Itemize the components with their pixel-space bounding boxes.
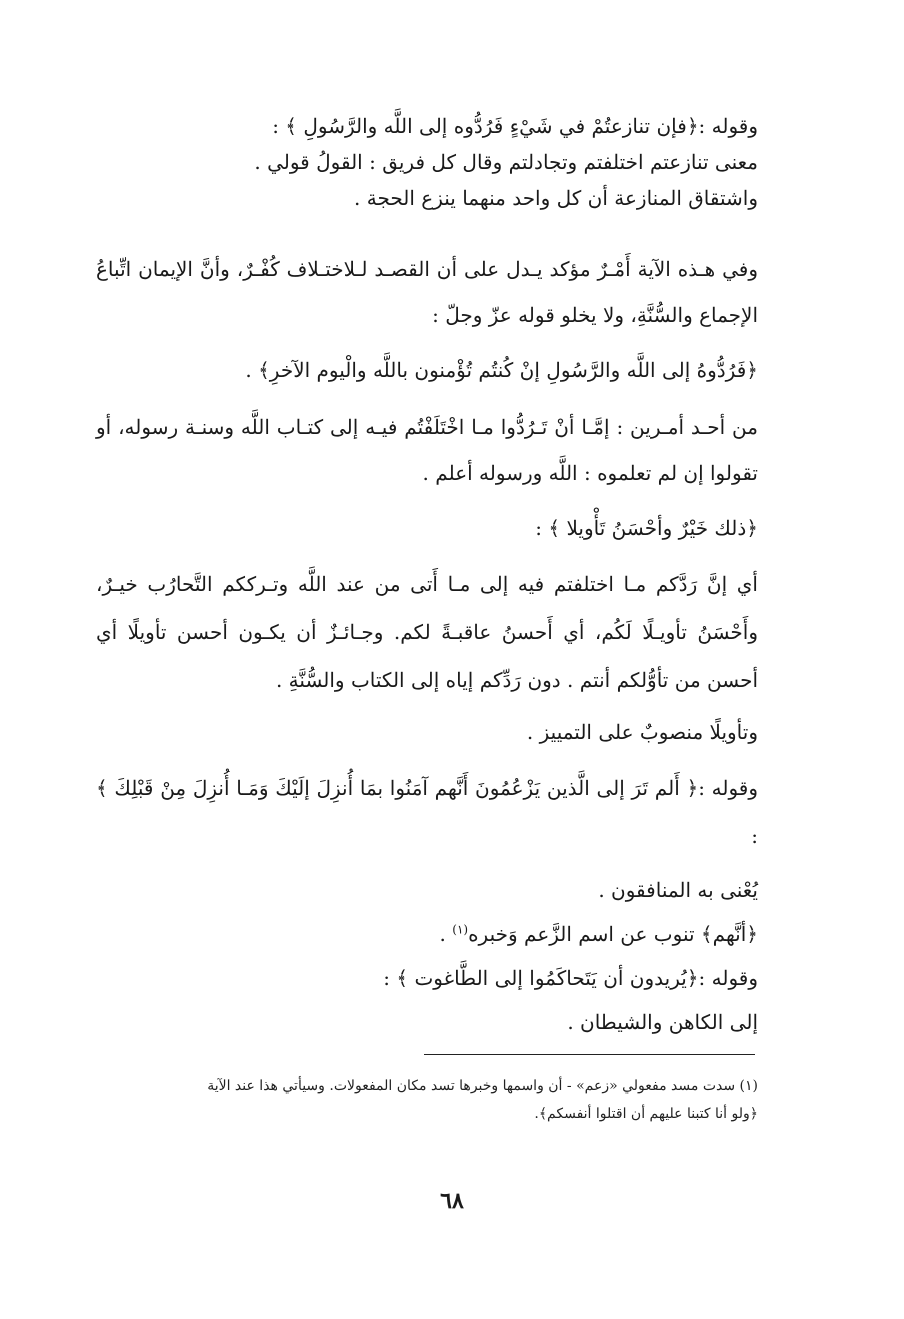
footnote-divider — [424, 1054, 755, 1055]
annahum-text: ﴿أنَّهم﴾ تنوب عن اسم الزَّعم وَخبره — [468, 922, 758, 946]
text-block-4 — [96, 404, 758, 496]
paragraph-verse-return: ﴿فَرُدُّوهُ إلى اللَّه والرَّسُولِ إنْ كُنتُم تُؤْمنون باللَّه والْيوم الآخرِ﴾ . — [245, 358, 758, 382]
paragraph-verse-better: ﴿ذلك خَيْرٌ وأحْسَنُ تَأْويلا ﴾ : — [535, 516, 758, 540]
text-block-7 — [96, 712, 758, 752]
paragraph-two-matters: من أحـد أمـرين : إمَّـا أنْ تَـرُدُّوا مـا اخْتَلَفْتُم فيـه إلى كتـاب اللَّه وسنـة رسوله، أو تقولوا إن لم تعلموه : اللَّه ورسوله أعلم . — [96, 415, 758, 485]
text-block-6 — [96, 560, 758, 704]
footnote — [96, 1072, 758, 1128]
text-block-9 — [96, 868, 758, 1044]
footnote-line-1: (١) سدت مسد مفعولي «زعم» - أن واسمها وخبرها تسد مكان المفعولات. وسيأتي هذا عند الآية — [207, 1078, 758, 1094]
paragraph-taghut-meaning: إلى الكاهن والشيطان . — [567, 1010, 758, 1034]
paragraph-explanation: أي إنَّ رَدَّكم مـا اختلفتم فيه إلى مـا أَتى من عند اللَّه وتـرككم التَّحارُب خيـرٌ، وأَحْسَنُ تأويـلًا لَكُم، أي أَحسنُ عاقبـةً لكم. وجـائـزٌ أن يكـون أحسن تأويلًا أي أحسن من تأوُّلكم أنتم . دون رَدِّكم إياه إلى الكتاب والسُّنَّةِ . — [96, 572, 758, 692]
page-number: ٦٨ — [440, 1188, 464, 1214]
footnote-line-2: ﴿ولو أنا كتبنا عليهم أن اقتلوا أنفسكم﴾. — [534, 1106, 758, 1122]
paragraph-annahum — [96, 912, 758, 956]
paragraph-verse-taghut: وقوله :﴿يُريدون أن يَتَحاكَمُوا إلى الطَّاغوت ﴾ : — [383, 966, 758, 990]
footnote-reference[interactable]: (١) — [452, 922, 469, 937]
text-block-8 — [96, 764, 758, 860]
paragraph-verse-intro: وقوله :﴿فإن تنازعتُمْ في شَيْءٍ فَرُدُّوه إلى اللَّه والرَّسُولِ ﴾ : — [272, 114, 758, 138]
paragraph-derivation: واشتقاق المنازعة أن كل واحد منهما ينزع الحجة . — [354, 186, 758, 210]
paragraph-command: وفي هـذه الآية أَمْـرٌ مؤكد يـدل على أن القصـد لـلاختـلاف كُفْـرٌ، وأنَّ الإيمان اتِّباعُ الإجماع والسُّنَّةِ، ولا يخلو قوله عزّ وجلّ : — [96, 257, 758, 327]
paragraph-meaning: معنى تنازعتم اختلفتم وتجادلتم وقال كل فريق : القولُ قولي . — [254, 150, 758, 174]
annahum-end: . — [439, 922, 453, 946]
text-block-2 — [96, 246, 758, 338]
text-block-3 — [96, 350, 758, 390]
paragraph-verse-claim: وقوله :﴿ أَلم تَرَ إلى الَّذين يَزْعُمُونَ أَنَّهم آمَنُوا بمَا أُنزِلَ إلَيْكَ وَمَـا أُنزِلَ مِنْ قَبْلِكَ ﴾ : — [96, 776, 758, 848]
paragraph-grammar: وتأويلًا منصوبٌ على التمييز . — [526, 720, 758, 744]
text-block-1 — [96, 108, 758, 216]
paragraph-hypocrites: يُعْنى به المنافقون . — [598, 878, 758, 902]
text-block-5 — [96, 508, 758, 548]
